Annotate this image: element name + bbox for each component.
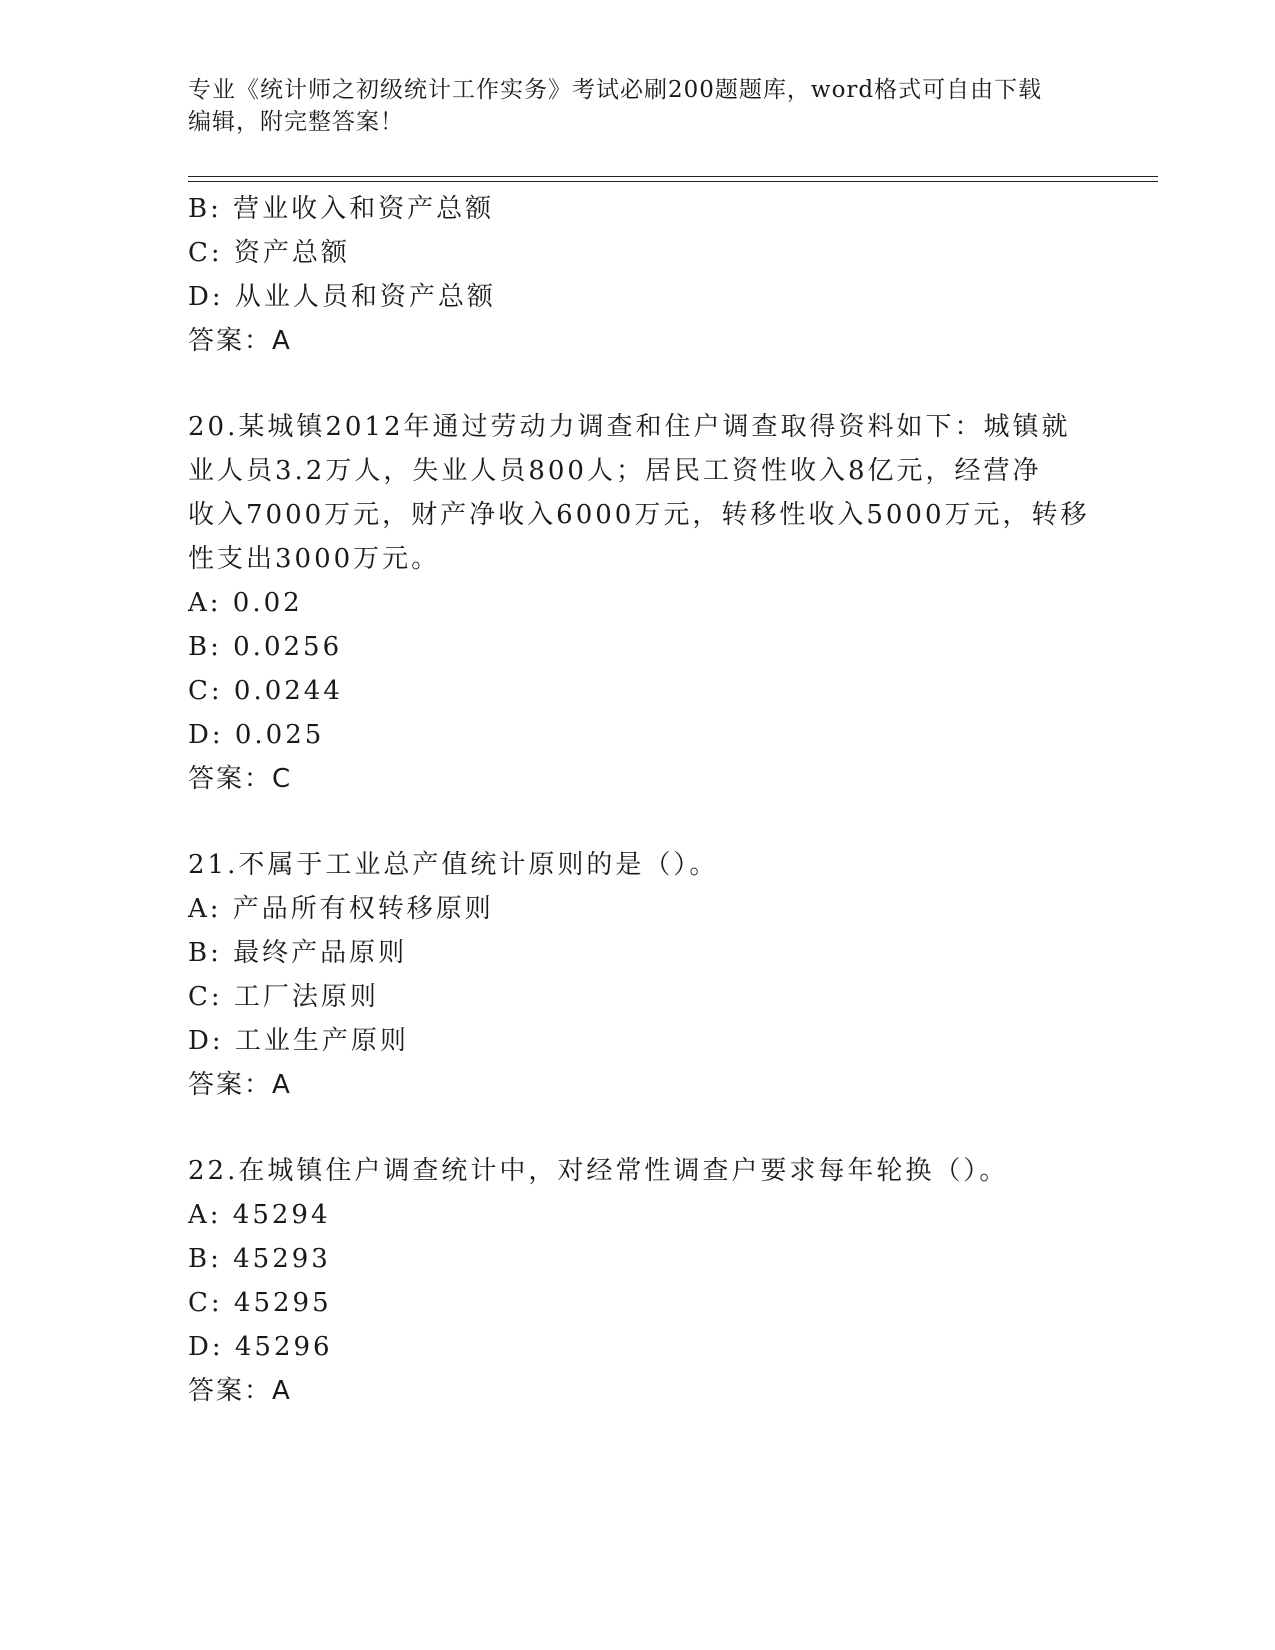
header-rule-bottom (188, 181, 1158, 182)
option-line: D: 45296 (188, 1332, 333, 1362)
option-line: B: 45293 (188, 1244, 331, 1274)
answer-line: 答案：A (188, 326, 292, 356)
option-line: D: 0.025 (188, 720, 325, 750)
option-line: D: 从业人员和资产总额 (188, 282, 496, 312)
option-line: D: 工业生产原则 (188, 1026, 409, 1056)
question-stem-line: 性支出3000万元。 (188, 544, 441, 574)
option-line: B: 最终产品原则 (188, 938, 408, 968)
question-stem-line: 22.在城镇住户调查统计中，对经常性调查户要求每年轮换（）。 (188, 1156, 1009, 1186)
option-line: C: 0.0244 (188, 676, 343, 706)
option-line: A: 0.02 (188, 588, 303, 618)
option-line: C: 资产总额 (188, 238, 350, 268)
question-stem-line: 20.某城镇2012年通过劳动力调查和住户调查取得资料如下：城镇就 (188, 412, 1071, 442)
option-line: B: 0.0256 (188, 632, 343, 662)
option-line: A: 45294 (188, 1200, 331, 1230)
option-line: C: 45295 (188, 1288, 332, 1318)
answer-line: 答案：C (188, 764, 293, 794)
question-stem-line: 收入7000万元，财产净收入6000万元，转移性收入5000万元，转移 (188, 500, 1090, 530)
option-line: C: 工厂法原则 (188, 982, 379, 1012)
answer-line: 答案：A (188, 1070, 292, 1100)
option-line: B: 营业收入和资产总额 (188, 194, 495, 224)
question-stem-line: 21.不属于工业总产值统计原则的是（）。 (188, 850, 719, 880)
answer-line: 答案：A (188, 1376, 292, 1406)
header-rule-top (188, 176, 1158, 177)
header-line-2: 编辑，附完整答案！ (188, 109, 404, 135)
question-stem-line: 业人员3.2万人，失业人员800人；居民工资性收入8亿元，经营净 (188, 456, 1042, 486)
header-line-1: 专业《统计师之初级统计工作实务》考试必刷200题题库，word格式可自由下载 (188, 77, 1043, 103)
option-line: A: 产品所有权转移原则 (188, 894, 494, 924)
document-header (188, 74, 1088, 138)
